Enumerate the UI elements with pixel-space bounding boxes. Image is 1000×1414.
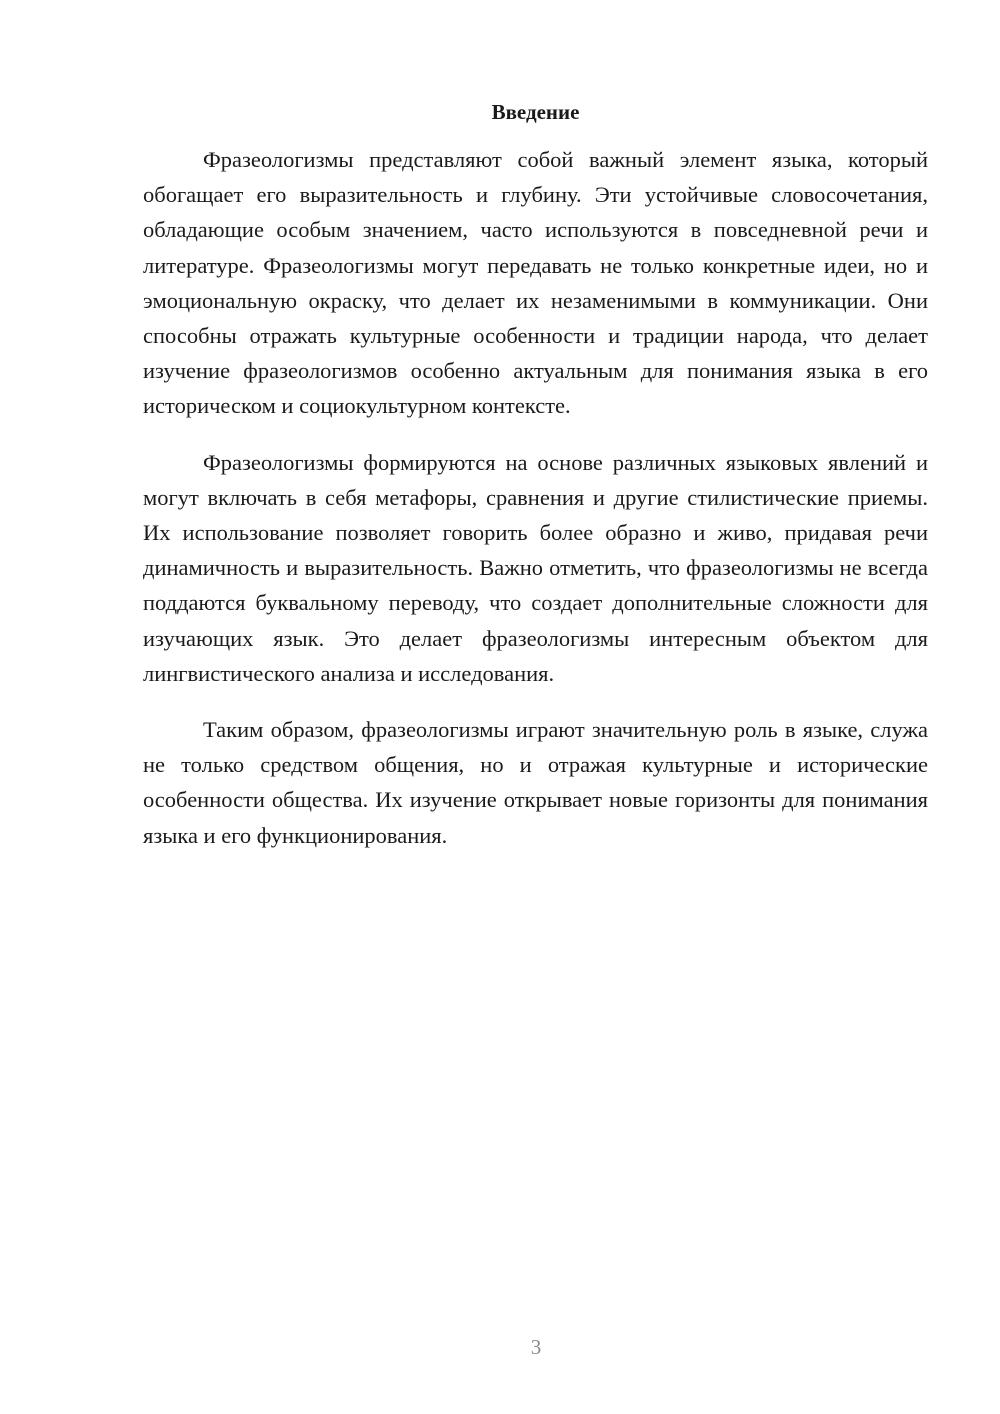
page-number: 3 — [530, 1335, 542, 1359]
paragraph-1: Фразеологизмы представляют собой важный элемент языка, который обогащает его выразительность и глубину. Эти устойчивые словосочетания, обладающие особым значением, часто используются в повседневной речи и литературе. Фразеологизмы могут передавать не только конкретные идеи, но и эмоциональную окраску, что делает их незаменимыми в коммуникации. Они способны отражать культурные особенности и традиции народа, что делает изучение фразеологизмов особенно актуальным для понимания языка в его историческом и социокультурном контексте. — [143, 147, 928, 419]
document-body — [143, 142, 928, 874]
paragraph-3: Таким образом, фразеологизмы играют значительную роль в языке, служа не только средством общения, но и отражая культурные и исторические особенности общества. Их изучение открывает новые горизонты для понимания языка и его функционирования. — [143, 717, 928, 848]
paragraph-2: Фразеологизмы формируются на основе различных языковых явлений и могут включать в себя метафоры, сравнения и другие стилистические приемы. Их использование позволяет говорить более образно и живо, придавая речи динамичность и выразительность. Важно отметить, что фразеологизмы не всегда поддаются буквальному переводу, что создает дополнительные сложности для изучающих язык. Это делает фразеологизмы интересным объектом для лингвистического анализа и исследования. — [143, 449, 928, 686]
section-heading: Введение — [491, 100, 580, 124]
